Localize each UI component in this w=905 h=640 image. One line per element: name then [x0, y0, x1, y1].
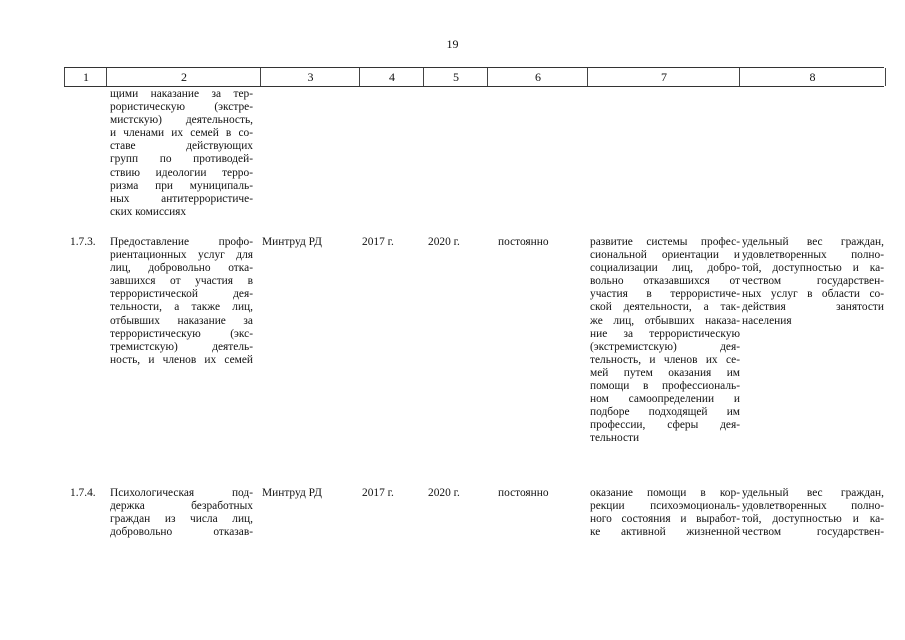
row-description	[110, 236, 253, 367]
text-line: рористическую (экстре-	[110, 101, 253, 114]
text-line: граждан из числа лиц,	[110, 513, 253, 526]
row-executor: Минтруд РД	[262, 487, 322, 499]
header-col-2: 2	[106, 68, 261, 86]
text-line: мистскую) деятельность,	[110, 114, 253, 127]
text-line: чеством государствен-	[742, 275, 884, 288]
table-header-row	[64, 67, 884, 87]
text-line: тремистскую) деятель-	[110, 340, 253, 353]
row-expected-result	[590, 487, 740, 539]
continuation-col2	[110, 88, 253, 219]
row-period: постоянно	[498, 236, 549, 248]
text-line: (экстремистскую) дея-	[590, 340, 740, 353]
text-line: держка безработных	[110, 500, 253, 513]
text-line: завшихся от участия в	[110, 275, 253, 288]
text-line: той, доступностью и ка-	[742, 262, 884, 275]
header-col-7: 7	[587, 68, 740, 86]
text-line: ных услуг в области со-	[742, 288, 884, 301]
header-col-4: 4	[359, 68, 424, 86]
row-executor: Минтруд РД	[262, 236, 322, 248]
text-line: ской деятельности, а так-	[590, 301, 740, 314]
text-line: населения	[742, 314, 792, 327]
text-line: тельности	[590, 432, 640, 445]
header-col-3: 3	[260, 68, 360, 86]
text-line: действия занятости	[742, 301, 884, 314]
text-line: удовлетворенных полно-	[742, 249, 884, 262]
text-line: ствию идеологии терро-	[110, 166, 253, 179]
text-line: участия в террористиче-	[590, 288, 740, 301]
text-line: лиц, добровольно отка-	[110, 262, 253, 275]
text-line: ставе действующих	[110, 140, 253, 153]
text-line: ном самоопределении и	[590, 393, 740, 406]
text-line: добровольно отказав-	[110, 526, 253, 539]
text-line: ских комиссиях	[110, 205, 187, 218]
header-col-5: 5	[423, 68, 488, 86]
row-expected-result	[590, 236, 740, 446]
text-line: Психологическая под-	[110, 487, 253, 499]
page-number: 19	[446, 37, 459, 51]
row-start-year: 2017 г.	[362, 236, 394, 248]
row-indicator	[742, 236, 884, 328]
text-line: удельный вес граждан,	[742, 236, 884, 248]
text-line: Предоставление профо-	[110, 236, 253, 248]
text-line: ность, и членов их семей	[110, 353, 253, 366]
text-line: ние за террористическую	[590, 327, 740, 340]
text-line: ных антитеррористиче-	[110, 192, 253, 205]
text-line: ного состояния и выработ-	[590, 513, 740, 526]
text-line: террористической дея-	[110, 288, 253, 301]
text-line: террористическую (экс-	[110, 327, 253, 340]
text-line: удельный вес граждан,	[742, 487, 884, 499]
text-line: риентационных услуг для	[110, 249, 253, 262]
header-col-1: 1	[64, 68, 107, 86]
header-col-6: 6	[487, 68, 588, 86]
row-description	[110, 487, 253, 539]
text-line: ризма при муниципаль-	[110, 179, 253, 192]
text-line: вольно отказавшихся от	[590, 275, 740, 288]
text-line: тельности, а также лиц,	[110, 301, 253, 314]
text-line: щими наказание за тер-	[110, 88, 253, 100]
text-line: подборе подходящей им	[590, 406, 740, 419]
text-line: сиональной ориентации и	[590, 249, 740, 262]
text-line: чеством государствен-	[742, 526, 884, 539]
header-col-8: 8	[739, 68, 886, 86]
text-line: помощи в профессиональ-	[590, 380, 740, 393]
row-end-year: 2020 г.	[428, 236, 460, 248]
row-number: 1.7.3.	[70, 236, 96, 248]
text-line: профессии, сферы дея-	[590, 419, 740, 432]
text-line: тельность, и членов их се-	[590, 353, 740, 366]
row-start-year: 2017 г.	[362, 487, 394, 499]
text-line: и членами их семей в со-	[110, 127, 253, 140]
row-period: постоянно	[498, 487, 549, 499]
text-line: рекции психоэмоциональ-	[590, 500, 740, 513]
text-line: удовлетворенных полно-	[742, 500, 884, 513]
row-end-year: 2020 г.	[428, 487, 460, 499]
text-line: той, доступностью и ка-	[742, 513, 884, 526]
row-indicator	[742, 487, 884, 539]
text-line: групп по противодей-	[110, 153, 253, 166]
text-line: ке активной жизненной	[590, 526, 740, 539]
text-line: оказание помощи в кор-	[590, 487, 740, 499]
text-line: отбывших наказание за	[110, 314, 253, 327]
row-number: 1.7.4.	[70, 487, 96, 499]
text-line: развитие системы профес-	[590, 236, 740, 248]
text-line: социализации лиц, добро-	[590, 262, 740, 275]
text-line: же лиц, отбывших наказа-	[590, 314, 740, 327]
text-line: мей путем оказания им	[590, 366, 740, 379]
